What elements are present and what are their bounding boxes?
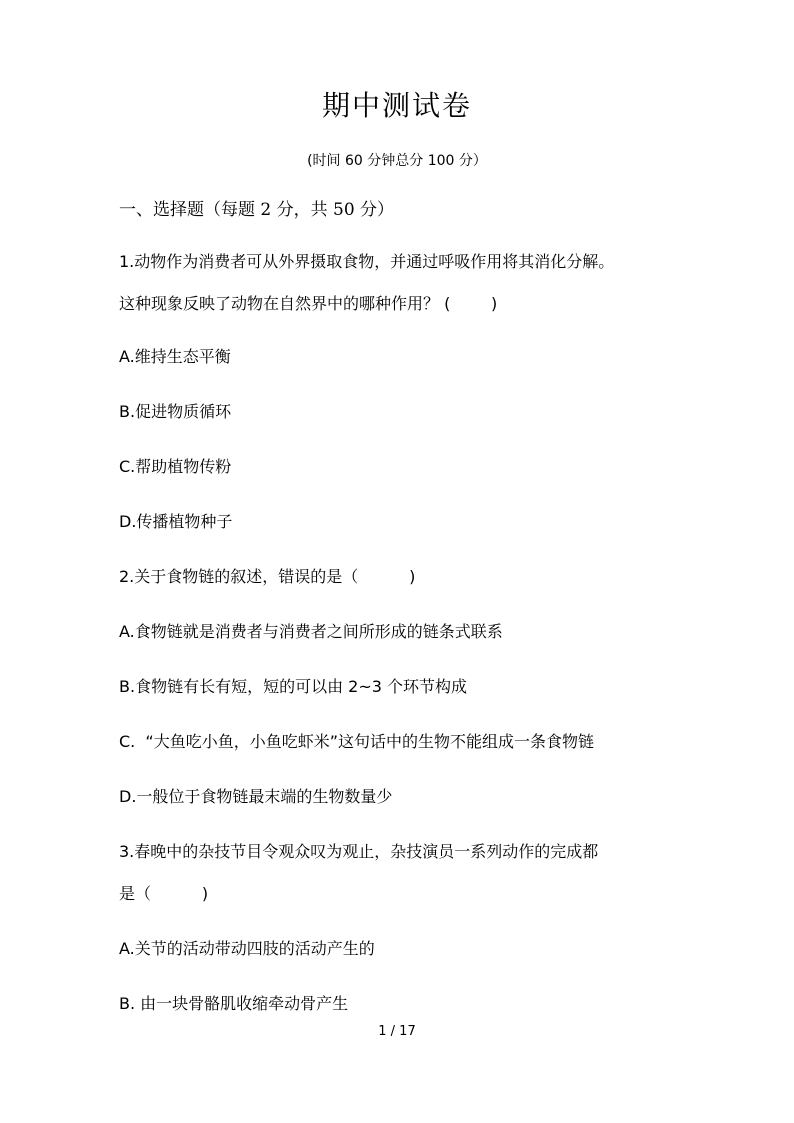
question-2-option-d: D.一般位于食物链最末端的生物数量少: [119, 787, 393, 806]
page-title: 期中测试卷: [321, 89, 472, 122]
question-1-stem-line-2: 这种现象反映了动物在自然界中的哪种作用？ ( ): [119, 294, 498, 313]
question-3-option-b: B. 由一块骨骼肌收缩牵动骨产生: [119, 994, 349, 1013]
question-1-option-b: B.促进物质循环: [119, 402, 232, 421]
question-1-option-d: D.传播植物种子: [119, 512, 233, 531]
question-2-option-b: B.食物链有长有短，短的可以由 2~3 个环节构成: [119, 677, 468, 696]
question-2-option-a: A.食物链就是消费者与消费者之间所形成的链条式联系: [119, 622, 503, 641]
question-2-option-c: C. “大鱼吃小鱼，小鱼吃虾米”这句话中的生物不能组成一条食物链: [119, 732, 595, 751]
exam-subtitle: (时间 60 分钟总分 100 分）: [307, 153, 487, 169]
question-3-stem-line-2: 是（ ): [119, 884, 209, 903]
question-1-option-a: A.维持生态平衡: [119, 347, 231, 366]
question-3-stem-line-1: 3.春晚中的杂技节目令观众叹为观止，杂技演员一系列动作的完成都: [119, 842, 599, 861]
question-1-option-c: C.帮助植物传粉: [119, 457, 232, 476]
page-number: 1 / 17: [378, 1024, 416, 1039]
section-heading: 一、选择题（每题 2 分，共 50 分）: [119, 200, 395, 220]
question-3-option-a: A.关节的活动带动四肢的活动产生的: [119, 939, 375, 958]
question-2-stem: 2.关于食物链的叙述，错误的是（ ): [119, 567, 416, 586]
question-1-stem-line-1: 1.动物作为消费者可从外界摄取食物，并通过呼吸作用将其消化分解。: [119, 252, 615, 271]
